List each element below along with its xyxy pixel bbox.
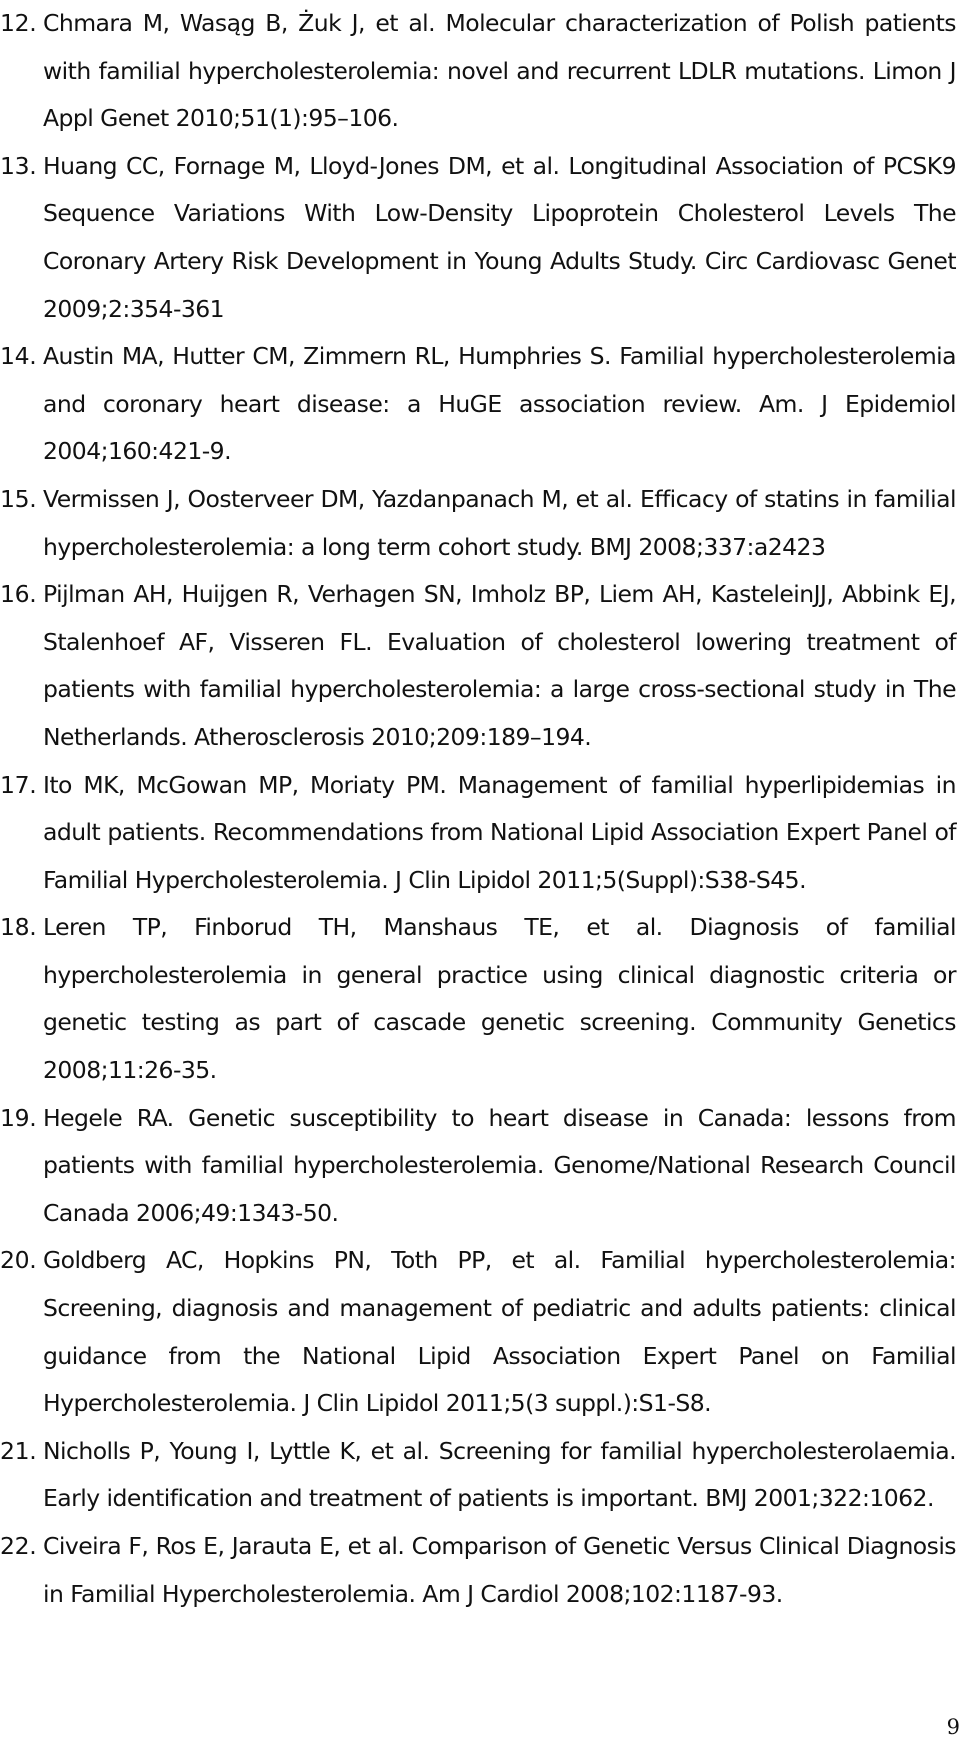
reference-number: 17.: [0, 770, 37, 799]
reference-number: 12.: [0, 9, 37, 37]
reference-item-17: [0, 762, 956, 905]
reference-item-22: [0, 1523, 956, 1618]
reference-text: Nicholls P, Young I, Lyttle K, et al. Screening for familial hypercholesterolaemia. Early identification and treatment of patients is important. BMJ 2001;322:1062.: [43, 1436, 956, 1513]
reference-text: Civeira F, Ros E, Jarauta E, et al. Comparison of Genetic Versus Clinical Diagnosis in Familial Hypercholesterolemia. Am J Cardiol 2008;102:1187-93.: [43, 1532, 956, 1608]
reference-number: 13.: [0, 151, 37, 180]
reference-item-21: [0, 1428, 956, 1523]
reference-item-20: [0, 1237, 956, 1427]
reference-number: 19.: [0, 1103, 37, 1132]
reference-text: Vermissen J, Oosterveer DM, Yazdanpanach M, et al. Efficacy of statins in familial hypercholesterolemia: a long term cohort study. BMJ 2008;337:a2423: [43, 484, 956, 561]
reference-item-14: [0, 333, 956, 476]
reference-text: Pijlman AH, Huijgen R, Verhagen SN, Imholz BP, Liem AH, KasteleinJJ, Abbink EJ, Stalenhoef AF, Visseren FL. Evaluation of cholesterol lowering treatment of patients with familial hypercholesterolemia: a large cross-sectional study in The Netherlands. Atherosclerosis 2010;209:189–194.: [43, 580, 956, 751]
reference-number: 15.: [0, 484, 37, 513]
reference-text: Chmara M, Wasąg B, Żuk J, et al. Molecular characterization of Polish patients with familial hypercholesterolemia: novel and recurrent LDLR mutations. Limon J Appl Genet 2010;51(1):95–106.: [43, 9, 956, 133]
reference-item-19: [0, 1095, 956, 1238]
reference-text: Ito MK, McGowan MP, Moriaty PM. Management of familial hyperlipidemias in adult patients. Recommendations from National Lipid Association Expert Panel of Familial Hypercholesterolemia. J Clin Lipidol 2011;5(Suppl):S38-S45.: [43, 770, 956, 894]
reference-item-13: [0, 143, 956, 333]
reference-item-15: [0, 476, 956, 571]
page-number: 9: [946, 1715, 960, 1739]
reference-number: 21.: [0, 1436, 37, 1465]
reference-number: 18.: [0, 913, 37, 942]
reference-number: 22.: [0, 1532, 37, 1560]
reference-text: Goldberg AC, Hopkins PN, Toth PP, et al. Familial hypercholesterolemia: Screening, diagnosis and management of pediatric and adults patients: clinical guidance from the National Lipid Association Expert Panel on Familial Hypercholesterolemia. J Clin Lipidol 2011;5(3 suppl.):S1-S8.: [43, 1246, 956, 1418]
reference-item-16: [0, 571, 956, 761]
reference-item-12: [0, 0, 956, 143]
reference-number: 20.: [0, 1246, 37, 1275]
reference-number: 14.: [0, 342, 37, 371]
reference-text: Leren TP, Finborud TH, Manshaus TE, et al. Diagnosis of familial hypercholesterolemia in general practice using clinical diagnostic criteria or genetic testing as part of cascade genetic screening. Community Genetics 2008;11:26-35.: [43, 913, 956, 1085]
reference-item-18: [0, 904, 956, 1094]
reference-number: 16.: [0, 580, 37, 609]
reference-text: Huang CC, Fornage M, Lloyd-Jones DM, et al. Longitudinal Association of PCSK9 Sequence Variations With Low-Density Lipoprotein Cholesterol Levels The Coronary Artery Risk Development in Young Adults Study. Circ Cardiovasc Genet 2009;2:354-361: [43, 151, 956, 323]
reference-text: Austin MA, Hutter CM, Zimmern RL, Humphries S. Familial hypercholesterolemia and coronary heart disease: a HuGE association review. Am. J Epidemiol 2004;160:421-9.: [43, 342, 956, 466]
reference-text: Hegele RA. Genetic susceptibility to heart disease in Canada: lessons from patients with familial hypercholesterolemia. Genome/National Research Council Canada 2006;49:1343-50.: [43, 1103, 956, 1227]
